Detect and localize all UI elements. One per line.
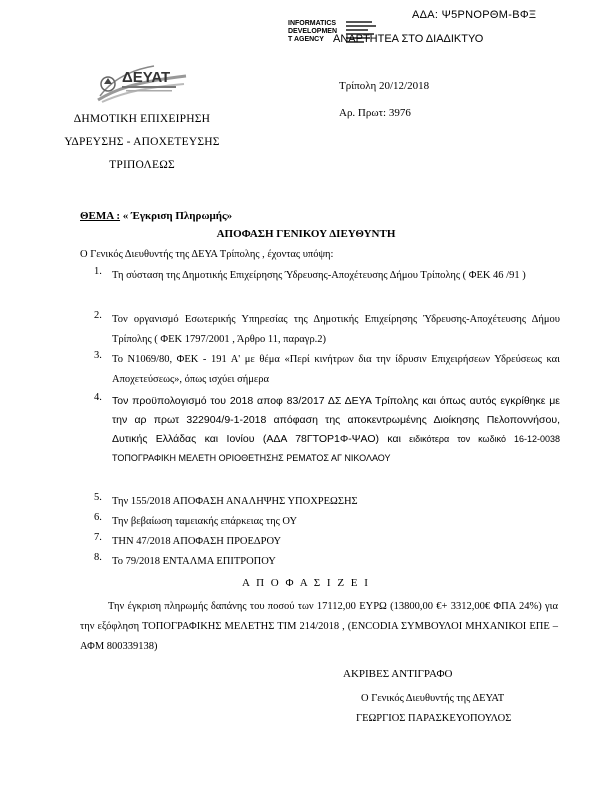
logo-text: ΔΕΥΑΤ [122, 69, 171, 86]
list-item [94, 552, 560, 572]
list-item [94, 266, 560, 286]
item-number: 1. [94, 266, 102, 277]
document-date: Τρίπολη 20/12/2018 [339, 80, 430, 92]
item-text-detail: ειδικότερα τον κωδικό 16-12-0038 ΤΟΠΟΓΡΑΦΙΚΗ ΜΕΛΕΤΗ ΟΡΙΟΘΕΤΗΣΗΣ ΡΕΜΑΤΟΣ ΑΓ ΝΙΚΟΛΑΟΥ [112, 434, 561, 463]
item-number: 2. [94, 310, 102, 321]
organization-name-line1: ΔΗΜΟΤΙΚΗ ΕΠΙΧΕΙΡΗΣΗ [73, 113, 211, 125]
subject-line [80, 210, 232, 222]
item-text: Την 155/2018 ΑΠΟΦΑΣΗ ΑΝΑΛΗΨΗΣ ΥΠΟΧΡΕΩΣΗΣ [112, 496, 358, 507]
list-item [94, 512, 560, 532]
signatory-title: Ο Γενικός Διευθυντής της ΔΕΥΑΤ [361, 693, 505, 704]
item-number: 4. [94, 392, 102, 403]
item-text: Την βεβαίωση ταμειακής επάρκειας της ΟΥ [112, 516, 298, 527]
item-text: Το Ν1069/80, ΦΕΚ - 191 Α' με θέμα «Περί κινήτρων δια την ίδρυσιν Επιχειρήσεων Υδρεύσεως και Αποχετεύσεως», όπως ισχύει σήμερα [112, 354, 560, 385]
list-item [94, 492, 560, 512]
item-number: 7. [94, 532, 102, 543]
deyat-logo [94, 60, 190, 104]
subject-label: ΘΕΜΑ : [80, 210, 121, 222]
decides-heading: Α Π Ο Φ Α Σ Ι Ζ Ε Ι [242, 577, 370, 589]
item-text: Τη σύσταση της Δημοτικής Επιχείρησης Ύδρευσης-Αποχέτευσης Δήμου Τρίπολης ( ΦΕΚ 46 /91 ) [112, 270, 526, 281]
stamp-line: T AGENCY [288, 36, 324, 43]
true-copy-label: ΑΚΡΙΒΕΣ ΑΝΤΙΓΡΑΦΟ [343, 668, 453, 680]
item-text: Το 79/2018 ΕΝΤΑΛΜΑ ΕΠΙΤΡΟΠΟΥ [112, 556, 276, 567]
item-number: 6. [94, 512, 102, 523]
decision-title: ΑΠΟΦΑΣΗ ΓΕΝΙΚΟΥ ΔΙΕΥΘΥΝΤΗ [216, 228, 396, 240]
subject-text: « Έγκριση Πληρωμής» [120, 210, 233, 222]
payment-approval-text: Την έγκριση πληρωμής δαπάνης του ποσού των 17112,00 ΕΥΡΩ (13800,00 €+ 3312,00€ ΦΠΑ 24%) για την εξόφληση ΤΟΠΟΓΡΑΦΙΚΗΣ ΜΕΛΕΤΗΣ ΤΙΜ 214/2018 , (ENCODIA ΣΥΜΒΟΥΛΟΙ ΜΗΧΑΝΙΚΟΙ ΕΠΕ – ΑΦΜ 800339138) [80, 601, 558, 652]
intro-text: Ο Γενικός Διευθυντής της ΔΕΥΑ Τρίπολης , έχοντας υπόψη: [80, 249, 334, 260]
organization-name-line3: ΤΡΙΠΟΛΕΩΣ [109, 159, 175, 171]
organization-name-line2: ΥΔΡΕΥΣΗΣ - ΑΠΟΧΕΤΕΥΣΗΣ [64, 136, 220, 148]
ada-number: ΑΔΑ: Ψ5ΡΝΟΡΘΜ-ΒΦΞ [412, 9, 537, 21]
list-item [94, 532, 560, 552]
stamp-line: INFORMATICS [288, 20, 337, 27]
list-item [94, 310, 560, 350]
item-number: 3. [94, 350, 102, 361]
item-text [112, 392, 560, 468]
protocol-number: Αρ. Πρωτ: 3976 [339, 107, 411, 119]
internet-posting-label: ΑΝΑΡΤΗΤΕΑ ΣΤΟ ΔΙΑΔΙΚΤΥΟ [333, 33, 484, 45]
stamp-line: DEVELOPMEN [288, 28, 338, 35]
item-number: 8. [94, 552, 102, 563]
list-item [94, 392, 560, 468]
list-item [94, 350, 560, 390]
item-text-main: Τον προϋπολογισμό του 2018 αποφ 83/2017 ΔΣ ΔΕΥΑ Τρίπολης και όπως αυτός εγκρίθηκε με την αρ πρωτ 322904/9-1-2018 απόφαση της αποκεντρωμένης Διοίκησης Πελοποννήσου, Δυτικής Ελλάδας και Ιονίου (ΑΔΑ 78ΓΤΟΡ1Φ-ΨΑΟ) και [112, 395, 560, 445]
item-text: ΤΗΝ 47/2018 ΑΠΟΦΑΣΗ ΠΡΟΕΔΡΟΥ [112, 536, 282, 547]
item-text: Τον οργανισμό Εσωτερικής Υπηρεσίας της Δημοτικής Επιχείρησης Ύδρευσης-Αποχέτευσης Δήμου Τρίπολης ( ΦΕΚ 1797/2001 , Άρθρο 11, παραγρ.2) [112, 314, 560, 345]
item-number: 5. [94, 492, 102, 503]
signatory-name: ΓΕΩΡΓΙΟΣ ΠΑΡΑΣΚΕΥΟΠΟΥΛΟΣ [356, 713, 512, 724]
